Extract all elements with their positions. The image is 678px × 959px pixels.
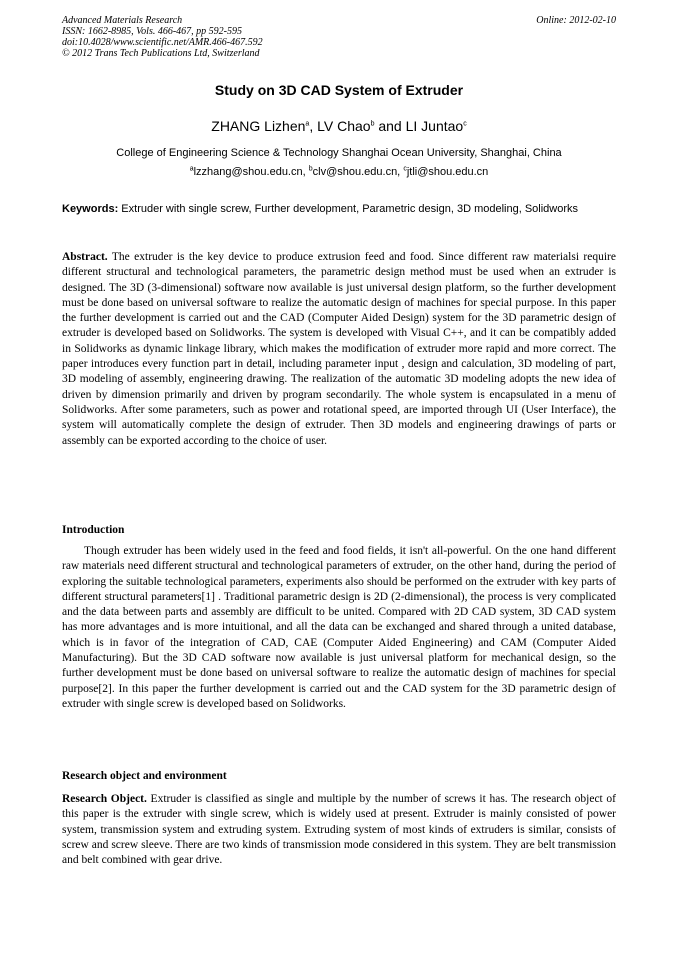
abstract-text: The extruder is the key device to produce extrusion feed and food. Since different raw materialsi require different structural and technological parameters, the parametric design method must be used when an extruder is designed. The 3D (3-dimensional) software now available is just universal design platform, so the further development must be done based on universal software to realize the automatic design of machines for special purpose. In this paper the further development is carried out and the CAD (Computer Aided Design) system for the 3D parametric design of extruder is developed based on Solidworks. The system is developed with Visual C++, and it can be compatibly added in Solidworks as dynamic linkage library, which makes the modification of extruder more rapid and more correct. The paper introduces every function part in detail, including parameter input , design and calculation, 3D modeling of part, 3D modeling of assembly, engineering drawing. The realization of the automatic 3D modeling adopts the new idea of driven by dimension primarily and driven by program secondarily. The whole system is encapsulated in a menu of Solidworks. After some parameters, such as power and rotational speed, are imported through UI (User Interface), the system will automatically complete the design of extruder. Then 3D models and engineering drawings of parts or assembly can be exported according to the choice of user. (62, 251, 616, 447)
paper-title: Study on 3D CAD System of Extruder (214, 82, 464, 98)
research-object-paragraph (62, 792, 616, 868)
keywords-text: Extruder with single screw, Further development, Parametric design, 3D modeling, Solidworks (118, 203, 579, 215)
issn-line: ISSN: 1662-8985, Vols. 466-467, pp 592-595 (62, 26, 242, 37)
email-address: lzzhang@shou.edu.cn, (193, 166, 309, 178)
author-name: LV Chao (317, 118, 371, 134)
email-address: clv@shou.edu.cn, (312, 166, 404, 178)
email-list (0, 166, 678, 178)
author-name: LI Juntao (405, 118, 464, 134)
affiliation: College of Engineering Science & Technology Shanghai Ocean University, Shanghai, China (116, 147, 562, 159)
author-separator: , (309, 118, 318, 134)
author-list (0, 118, 678, 134)
copyright-line: © 2012 Trans Tech Publications Ltd, Switzerland (62, 48, 260, 59)
abstract (62, 250, 616, 449)
keywords (62, 202, 616, 216)
keywords-label: Keywords: (62, 203, 119, 215)
abstract-label: Abstract. (62, 251, 108, 263)
introduction-heading: Introduction (62, 524, 125, 536)
author-affil-mark: c (463, 120, 467, 128)
research-object-label: Research Object. (62, 793, 147, 805)
email-mark: a (189, 165, 194, 173)
introduction-paragraph: Though extruder has been widely used in the feed and food fields, it isn't all-powerful. On the one hand different raw materials need different structural and technological parameters of extruder, on the other hand, during the period of exploring the suitable technological parameters, experiments also should be performed on the extruder with key parts of different structural parameters[1] . Traditional parametric design is 2D (2-dimensional), the process is very complicated and the data between parts and assembly are difficult to be united. Compared with 2D CAD system, 3D CAD system has more advantages and is more intuitional, and all the data can be exchanged and shared through a united database, which is in favor of the integration of CAD, CAE (Computer Aided Engineering) and CAM (Computer Aided Manufacturing). But the 3D CAD software now available is just universal platform for mechanical design, so the further development must be done based on universal software to realize the automatic design of machines for special purpose[2]. In this paper the further development is carried out and the CAD system for the 3D parametric design of extruder with single screw is developed based on Solidworks. (62, 545, 616, 710)
research-object-text: Extruder is classified as single and multiple by the number of screws it has. The research object of this paper is the extruder with single screw, which is widely used at present. Extruder is mainly consisted of power system, transmission system and extruding system. Extruding system of most kinds of extruders is similar, consists of screw and screw sleeve. There are two kinds of transmission mode considered in this system. They are belt transmission and belt combined with gear drive. (62, 793, 616, 867)
author-affil-mark: b (370, 120, 375, 128)
author-affil-mark: a (305, 120, 310, 128)
author-name: ZHANG Lizhen (211, 118, 306, 134)
email-mark: c (403, 165, 407, 173)
online-date: Online: 2012-02-10 (536, 15, 616, 26)
running-header (62, 15, 616, 59)
doi-line: doi:10.4028/www.scientific.net/AMR.466-467.592 (62, 37, 263, 48)
email-mark: b (308, 165, 313, 173)
journal-name: Advanced Materials Research (62, 15, 183, 26)
author-separator: and (374, 118, 406, 134)
email-address: jtli@shou.edu.cn (406, 166, 489, 178)
research-section-heading: Research object and environment (62, 770, 227, 782)
